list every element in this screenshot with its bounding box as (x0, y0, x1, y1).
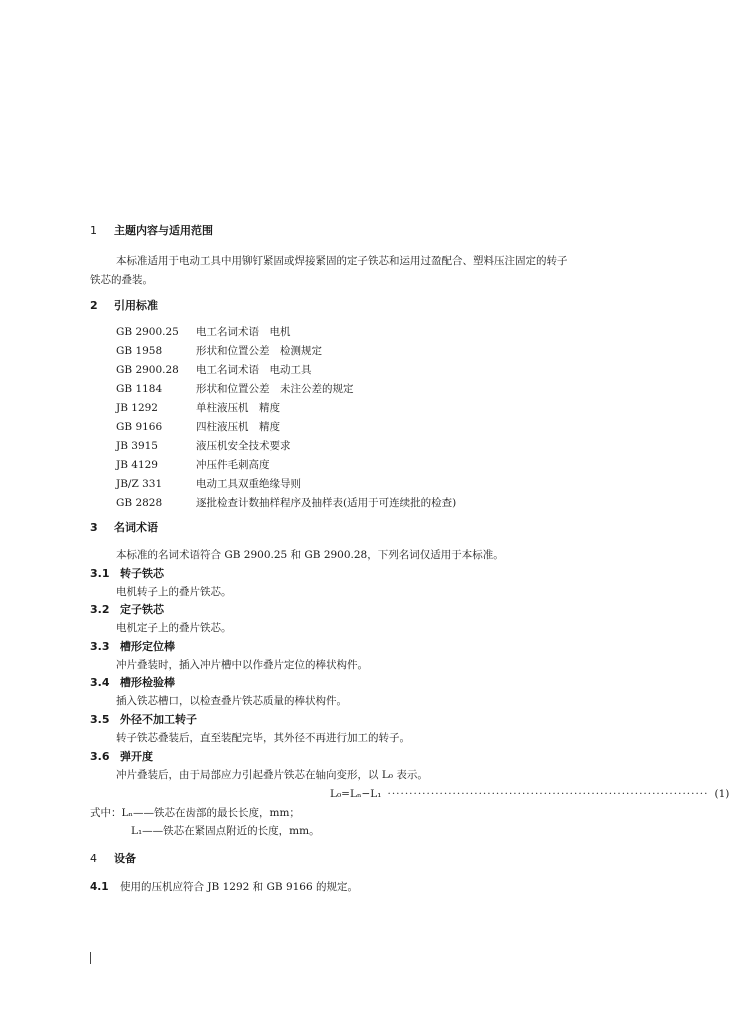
term-heading (90, 713, 197, 727)
term-title: 弹开度 (120, 750, 153, 763)
reference-code: JB 1292 (116, 402, 158, 414)
term-definition: 冲片叠装时，插入冲片槽中以作叠片定位的棒状构件。 (116, 659, 368, 671)
reference-code: GB 2900.28 (116, 364, 179, 376)
reference-title: 冲压件毛刺高度 (196, 459, 270, 471)
section-title: 主题内容与适用范围 (114, 224, 213, 237)
formula-number: (1) (714, 788, 729, 800)
term-number: 3.3 (90, 640, 110, 653)
term-title: 定子铁芯 (120, 603, 164, 616)
reference-title: 单柱液压机 精度 (196, 402, 280, 414)
term-number: 3.6 (90, 750, 110, 763)
margin-mark (90, 952, 91, 964)
term-heading (90, 640, 175, 654)
item-number: 4.1 (90, 881, 109, 893)
section-number: 2 (90, 299, 98, 312)
section-4-item (90, 880, 358, 894)
term-heading (90, 750, 153, 764)
reference-title: 液压机安全技术要求 (196, 440, 291, 452)
reference-title: 电工名词术语 电机 (196, 326, 291, 338)
term-number: 3.5 (90, 713, 110, 726)
term-title: 外径不加工转子 (120, 713, 197, 726)
reference-title: 电动工具双重绝缘导则 (196, 478, 301, 490)
term-number: 3.4 (90, 676, 110, 689)
term-number: 3.1 (90, 567, 110, 580)
term-definition: 转子铁芯叠装后，直至装配完毕，其外径不再进行加工的转子。 (116, 732, 410, 744)
term-definition: 电机定子上的叠片铁芯。 (116, 622, 232, 634)
reference-title: 四柱液压机 精度 (196, 421, 280, 433)
formula-leader-dots: ·········································································· (387, 788, 709, 800)
reference-code: GB 1184 (116, 383, 163, 395)
section-1-paragraph-line-1: 本标准适用于电动工具中用铆钉紧固或焊接紧固的定子铁芯和运用过盈配合、塑料压注固定的转子 (116, 255, 568, 267)
section-title: 引用标准 (114, 299, 158, 312)
term-definition: 冲片叠装后，由于局部应力引起叠片铁芯在轴向变形，以 L₀ 表示。 (116, 769, 428, 781)
section-4-heading (90, 852, 136, 866)
section-title: 设备 (114, 852, 136, 865)
section-3-heading (90, 521, 158, 535)
term-number: 3.2 (90, 603, 110, 616)
formula-where-line-1: 式中：Lₙ——铁芯在齿部的最长长度，mm； (90, 807, 300, 819)
reference-code: GB 9166 (116, 421, 163, 433)
reference-title: 形状和位置公差 检测规定 (196, 345, 322, 357)
formula-line (330, 788, 729, 800)
section-1-paragraph-line-2: 铁芯的叠装。 (90, 274, 153, 286)
term-definition: 插入铁芯槽口，以检查叠片铁芯质量的棒状构件。 (116, 695, 347, 707)
term-definition: 电机转子上的叠片铁芯。 (116, 586, 232, 598)
term-heading (90, 676, 175, 690)
item-text: 使用的压机应符合 JB 1292 和 GB 9166 的规定。 (120, 881, 358, 893)
reference-title: 形状和位置公差 未注公差的规定 (196, 383, 354, 395)
section-3-intro: 本标准的名词术语符合 GB 2900.25 和 GB 2900.28，下列名词仅适用于本标准。 (116, 549, 504, 561)
reference-title: 逐批检查计数抽样程序及抽样表(适用于可连续批的检查) (196, 497, 457, 509)
section-number: 1 (90, 224, 97, 237)
reference-code: GB 2900.25 (116, 326, 179, 338)
term-title: 转子铁芯 (120, 567, 164, 580)
reference-code: JB/Z 331 (116, 478, 163, 490)
term-heading (90, 603, 164, 617)
reference-code: JB 4129 (116, 459, 158, 471)
reference-code: GB 1958 (116, 345, 163, 357)
term-title: 槽形定位棒 (120, 640, 175, 653)
section-title: 名词术语 (114, 521, 158, 534)
reference-title: 电工名词术语 电动工具 (196, 364, 312, 376)
formula-where-line-2: L₁——铁芯在紧固点附近的长度，mm。 (131, 825, 320, 837)
reference-code: GB 2828 (116, 497, 163, 509)
section-number: 3 (90, 521, 98, 534)
reference-code: JB 3915 (116, 440, 158, 452)
term-title: 槽形检验棒 (120, 676, 175, 689)
section-1-heading (90, 224, 213, 238)
term-heading (90, 567, 164, 581)
section-number: 4 (90, 852, 97, 865)
formula-expression: L₀=Lₙ−L₁ (330, 788, 382, 800)
section-2-heading (90, 299, 158, 313)
